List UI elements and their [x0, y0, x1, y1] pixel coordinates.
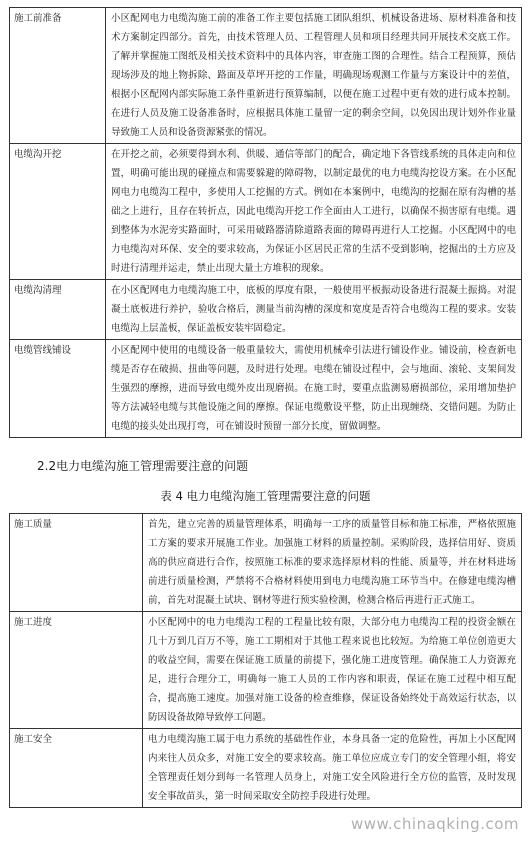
row-label: 施工安全: [10, 729, 143, 808]
row-text: 电力电缆沟施工属于电力系统的基础性作业，本身具备一定的危险性，再加上小区配网内来往人员众多，对施工安全的要求较高。施工单位应成立专门的安全管理小组，将安全管理责任划分到每一名管理人员身上，对施工安全风险进行全方位的监管，及时发现安全事故苗头，第一时间采取安全防控手段进行处理。: [143, 729, 522, 808]
watermark: www.chinaqking.com: [350, 815, 519, 833]
table-row: [10, 514, 522, 612]
row-label: 施工质量: [10, 514, 143, 612]
row-text: 在开挖之前，必须要得到水利、供暖、通信等部门的配合，确定地下各管线系统的具体走向和位置，明确可能出现的碰撞点和需要躲避的障碍物，以制定最优的电力电缆沟挖设方案。在小区配网电力电缆沟工程中，多使用人工挖掘的方式。例如在本案例中，电缆沟的挖掘在原有沟槽的基础之上进行，且存在转折点，因此电缆沟开挖工作全面由人工进行，以确保不损害原有电缆。遇到整体为水泥旁实路面时，可采用破路器清除道路表面的障碍再进行人工挖掘。小区配网中的电力电缆沟对环保、安全的要求较高，为保证小区居民正常的生活不受到影响，挖掘出的土方应及时进行清理并运走，禁止出现大量土方堆积的现象。: [106, 144, 522, 280]
row-label: 电缆沟开挖: [10, 144, 106, 280]
row-text: 在小区配网电力电缆沟施工中，底板的厚度有限，一般使用平板振动设备进行混凝土振捣。对混凝土底板进行养护，验收合格后，测量当前沟槽的深度和宽度是否符合电缆沟工程的要求。安装电缆沟上层盖板，保证盖板安装牢固稳定。: [106, 280, 522, 340]
row-label: 电缆管线铺设: [10, 340, 106, 438]
table-row: [10, 8, 522, 144]
row-label: 电缆沟清理: [10, 280, 106, 340]
row-text: 小区配网中的电力电缆沟工程的工程量比较有限，大部分电力电缆沟工程的投资金额在几十万到几百万不等，施工工期相对于其他工程来说也比较短。为给施工单位创造更大的收益空间，需要在保证施工质量的前提下，强化施工进度管理。确保施工人力资源充足，进行合理分工，明确每一施工人员的工作内容和职责，保证在施工过程中相互配合，提高施工速度。加强对施工设备的检查维修，保证设备始终处于高效运行状态，以防因设备故障导致停工问题。: [143, 612, 522, 729]
table-row: [10, 729, 522, 808]
row-label: 施工前准备: [10, 8, 106, 144]
table-row: [10, 280, 522, 340]
table-row: [10, 340, 522, 438]
row-text: 首先，建立完善的质量管理体系，明确每一工序的质量管目标和施工标准，严格依照施工方案的要求开展施工作业。加强施工材料的质量控制。采购阶段，选择信用好、资质高的供应商进行合作，按照施工标准的要求选择原材料的性能、质量等，并在材料进场前进行质量检测，严禁将不合格材料使用到电力电缆沟施工环节当中。在修建电缆沟槽前，首先对混凝土试块、钢材等进行预实验检测，检测合格后再进行正式施工。: [143, 514, 522, 612]
management-issues-table: [9, 513, 522, 808]
table-row: [10, 612, 522, 729]
row-text: 小区配网电力电缆沟施工前的准备工作主要包括施工团队组织、机械设备进场、原材料准备和技术方案制定四部分。首先，由技术管理人员、工程管理人员和项目经理共同开展技术交底工作。了解并掌握施工图纸及相关技术资料中的具体内容，审查施工图的合理性。结合工程预算，预估现场涉及的地上物拆除、路面及草坪开挖的工作量，明确现场观测工作量与方案设计中的差值，根据小区配网内部实际施工条件重新进行预算编制，以便在施工过程中更有效的进行成本控制。在进行人员及施工设备准备时，应根据具体施工量留一定的剩余空间，以免因出现计划外作业量导致施工人员和设备资源紧张的情况。: [106, 8, 522, 144]
row-text: 小区配网中使用的电缆设备一般重量较大，需使用机械牵引法进行铺设作业。铺设前，检查新电缆是否存在破损、扭曲等问题，及时进行处理。电缆在铺设过程中，会与地面、滚轮、支架间发生强烈的摩擦，进而导致电缆外皮出现磨损。在施工时，要重点监测易磨损部位，采用增加垫护等方法减轻电缆与其他设施之间的摩擦。保证电缆敷设平整，防止出现缠绕、交错问题。为防止电缆的接头处出现打弯，可在铺设时预留一部分长度，留做调整。: [106, 340, 522, 438]
construction-stages-table: [9, 7, 522, 438]
table-caption: 表 4 电力电缆沟施工管理需要注意的问题: [160, 489, 371, 503]
table-row: [10, 144, 522, 280]
section-heading: 2.2电力电缆沟施工管理需要注意的问题: [37, 459, 249, 473]
row-label: 施工进度: [10, 612, 143, 729]
